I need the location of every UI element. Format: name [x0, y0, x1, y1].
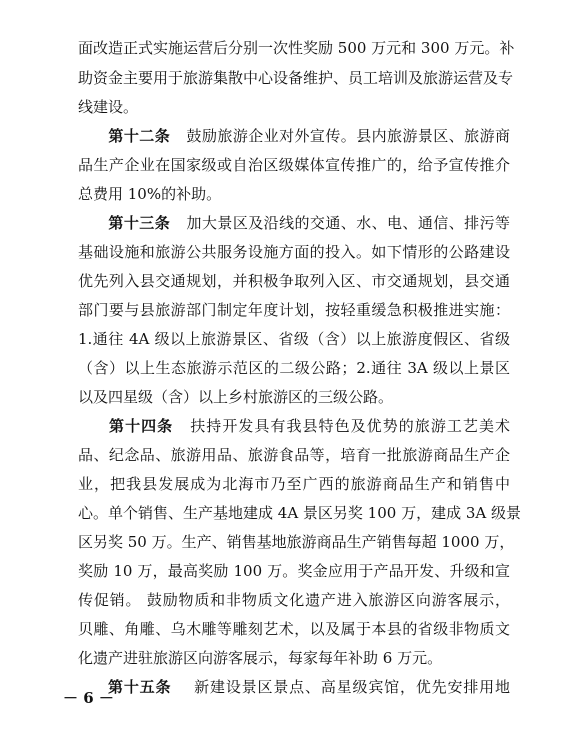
- article-heading: 第十三条: [108, 214, 171, 232]
- text-line: 心。单个销售、生产基地建成 4A 景区另奖 100 万，建成 3A 级景: [78, 504, 521, 522]
- article-heading: 第十二条: [108, 127, 171, 145]
- text-line: 品生产企业在国家级或自治区级媒体宣传推广的，给予宣传推介: [78, 156, 510, 174]
- article-first-line: [78, 213, 510, 233]
- article-first-line: [78, 126, 510, 146]
- text-line: 区另奖 50 万。生产、销售基地旅游商品生产销售每超 1000 万，: [78, 533, 515, 551]
- text-line: 奖励 10 万，最高奖励 100 万。奖金应用于产品开发、升级和宣: [78, 562, 510, 580]
- article-first-line: [108, 677, 510, 697]
- article-first-line: [78, 416, 510, 436]
- text-run: 加大景区及沿线的交通、水、电、通信、排污等: [186, 214, 510, 232]
- article-heading: 第十五条: [108, 678, 172, 696]
- text-line: （含）以上生态旅游示范区的二级公路；2.通往 3A 级以上景区: [78, 359, 510, 377]
- text-line: 优先列入县交通规划，并积极争取列入区、市交通规划，县交通: [78, 272, 510, 290]
- text-line: 基础设施和旅游公共服务设施方面的投入。如下情形的公路建设: [78, 243, 510, 261]
- page-number: － 6 －: [63, 689, 114, 707]
- text-line: 总费用 10%的补助。: [78, 185, 222, 203]
- text-line: 以及四星级（含）以上乡村旅游区的三级公路。: [78, 388, 394, 406]
- text-line: 化遗产进驻旅游区向游客展示，每家每年补助 6 万元。: [78, 649, 443, 667]
- text-line: 传促销。 鼓励物质和非物质文化遗产进入旅游区向游客展示，: [78, 591, 510, 609]
- text-line: 线建设。: [78, 98, 139, 116]
- text-run: 鼓励旅游企业对外宣传。县内旅游景区、旅游商: [186, 127, 510, 145]
- text-run: 扶持开发具有我县特色及优势的旅游工艺美术: [189, 417, 510, 435]
- text-line: 1.通往 4A 级以上旅游景区、省级（含）以上旅游度假区、省级: [78, 330, 510, 348]
- text-line: 品、纪念品、旅游用品、旅游食品等，培育一批旅游商品生产企: [78, 446, 510, 464]
- text-run: 新建设景区景点、高星级宾馆，优先安排用地: [193, 678, 510, 696]
- text-line: 部门要与县旅游部门制定年度计划，按轻重缓急积极推进实施：: [78, 301, 510, 319]
- text-line: 贝雕、角雕、乌木雕等雕刻艺术，以及属于本县的省级非物质文: [78, 620, 510, 638]
- article-heading: 第十四条: [108, 417, 174, 435]
- text-line: 助资金主要用于旅游集散中心设备维护、员工培训及旅游运营及专: [78, 69, 514, 87]
- text-line: 面改造正式实施运营后分别一次性奖励 500 万元和 300 万元。补: [78, 39, 515, 57]
- text-line: 业，把我县发展成为北海市乃至广西的旅游商品生产和销售中: [78, 475, 510, 493]
